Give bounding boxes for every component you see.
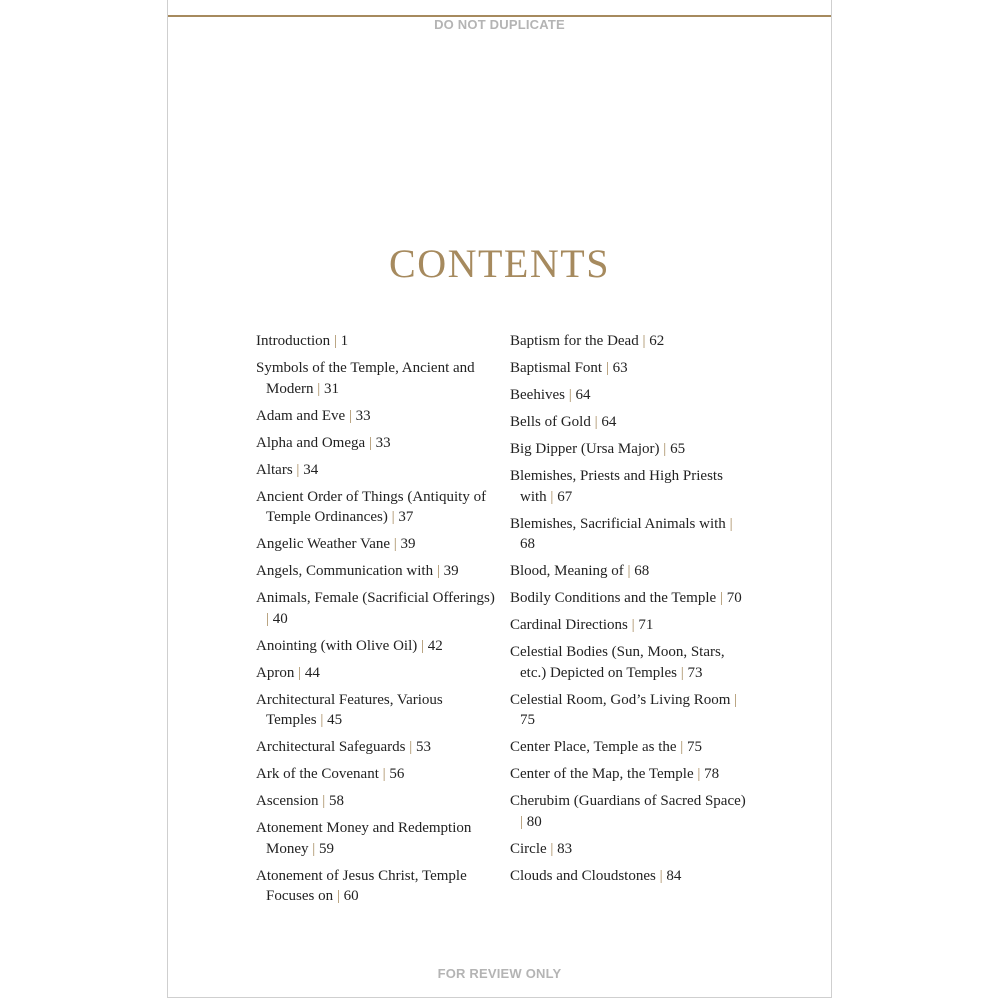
toc-entry — [256, 866, 496, 907]
toc-entry-title: Baptism for the Dead — [510, 333, 639, 349]
toc-entry-page: 80 — [526, 813, 542, 830]
toc-entry — [256, 534, 496, 555]
toc-entry-page: 75 — [520, 712, 535, 728]
toc-entry — [510, 642, 750, 683]
toc-entry — [510, 514, 750, 555]
toc-entry-page: 73 — [687, 664, 703, 681]
toc-entry-page: 40 — [272, 610, 288, 627]
toc-entry-page: 59 — [319, 840, 335, 857]
toc-separator: | — [266, 610, 270, 627]
toc-entry-title: Beehives — [510, 387, 565, 403]
toc-entry-page: 75 — [687, 739, 703, 755]
toc-entry-page: 33 — [355, 407, 371, 424]
toc-entry-page: 1 — [340, 333, 349, 349]
toc-entry-page: 58 — [329, 793, 345, 809]
toc-entry-page: 65 — [670, 441, 686, 457]
toc-entry-title: Ancient Order of Things (Antiquity of Temple Ordinances) — [256, 488, 487, 525]
toc-entry-title: Alpha and Omega — [256, 434, 366, 451]
toc-separator: | — [642, 333, 646, 349]
toc-entry-title: Bodily Conditions and the Temple — [510, 590, 717, 606]
toc-entry-title: Symbols of the Temple, Ancient and Modern — [256, 360, 475, 397]
toc-entry-page: 34 — [303, 461, 319, 478]
toc-entry — [256, 487, 496, 528]
toc-entry — [256, 636, 496, 657]
toc-entry — [510, 385, 750, 406]
toc-entry — [510, 839, 750, 860]
toc-separator: | — [550, 840, 554, 857]
toc-entry-page: 84 — [666, 867, 682, 884]
toc-entry-title: Center of the Map, the Temple — [510, 766, 694, 782]
toc-separator: | — [317, 380, 321, 397]
toc-entry-title: Atonement of Jesus Christ, Temple Focuses on — [256, 867, 467, 904]
toc-entry — [510, 466, 750, 507]
toc-entry — [256, 690, 496, 731]
toc-separator: | — [631, 617, 635, 633]
toc-separator: | — [312, 840, 316, 857]
toc-separator: | — [391, 509, 395, 525]
toc-entry-page: 33 — [375, 434, 391, 451]
toc-entry — [510, 439, 750, 460]
toc-entry-title: Celestial Bodies (Sun, Moon, Stars, etc.) Depicted on Temples — [510, 644, 725, 681]
toc-separator: | — [409, 739, 413, 755]
toc-entry-title: Center Place, Temple as the — [510, 739, 677, 755]
toc-separator: | — [680, 739, 684, 755]
toc-entry-title: Atonement Money and Redemption Money — [256, 820, 472, 857]
toc-entry-page: 62 — [649, 333, 665, 349]
toc-separator: | — [605, 360, 609, 376]
toc-entry — [510, 331, 750, 352]
toc-entry-title: Blemishes, Sacrificial Animals with — [510, 515, 726, 532]
toc-separator: | — [421, 637, 425, 654]
toc-entry — [510, 737, 750, 758]
toc-entry — [510, 358, 750, 379]
toc-separator: | — [568, 387, 572, 403]
toc-entry — [256, 331, 496, 352]
toc-separator: | — [382, 766, 386, 782]
toc-entry-page: 68 — [520, 536, 535, 552]
toc-separator: | — [296, 461, 300, 478]
toc-entry-page: 83 — [557, 840, 573, 857]
toc-entry-page: 45 — [327, 712, 343, 728]
toc-entry-page: 53 — [416, 739, 432, 755]
toc-entry-title: Angelic Weather Vane — [256, 536, 391, 552]
book-page — [167, 0, 832, 998]
toc-entry — [256, 791, 496, 812]
toc-separator: | — [729, 515, 733, 532]
toc-separator: | — [663, 441, 667, 457]
toc-entry-page: 39 — [443, 563, 459, 579]
toc-separator: | — [697, 766, 701, 782]
toc-entry-page: 64 — [601, 414, 617, 430]
toc-entry — [256, 588, 496, 629]
toc-entry-title: Adam and Eve — [256, 407, 346, 424]
toc-entry-title: Angels, Communication with — [256, 563, 434, 579]
toc-entry-title: Animals, Female (Sacrificial Offerings) — [256, 590, 495, 606]
toc-entry-page: 70 — [726, 590, 742, 606]
toc-entry-page: 67 — [557, 488, 573, 505]
toc-entry — [256, 561, 496, 582]
toc-separator: | — [348, 407, 352, 424]
toc-separator: | — [320, 712, 324, 728]
toc-entry-title: Cherubim (Guardians of Sacred Space) — [510, 793, 746, 809]
toc-entry — [510, 866, 750, 887]
toc-entry-title: Altars — [256, 461, 293, 478]
toc-separator: | — [393, 536, 397, 552]
toc-separator: | — [322, 793, 326, 809]
toc-entry — [510, 791, 750, 832]
toc-entry — [256, 663, 496, 684]
toc-entry-page: 78 — [704, 766, 720, 782]
toc-entry — [256, 358, 496, 399]
toc-column-left — [256, 331, 496, 913]
toc-entry-title: Baptismal Font — [510, 360, 603, 376]
toc-entry-page: 31 — [324, 380, 340, 397]
page-title: CONTENTS — [389, 241, 610, 286]
toc-separator: | — [627, 563, 631, 579]
toc-separator: | — [436, 563, 440, 579]
toc-entry — [256, 764, 496, 785]
toc-entry-title: Introduction — [256, 333, 331, 349]
toc-entry-page: 39 — [400, 536, 416, 552]
toc-entry-title: Apron — [256, 664, 295, 681]
toc-separator: | — [298, 664, 302, 681]
toc-entry-page: 64 — [575, 387, 591, 403]
toc-entry-title: Blood, Meaning of — [510, 563, 624, 579]
toc-entry — [256, 433, 496, 454]
toc-separator: | — [594, 414, 598, 430]
toc-separator: | — [734, 691, 738, 708]
toc-separator: | — [520, 813, 524, 830]
toc-entry-title: Bells of Gold — [510, 414, 591, 430]
toc-entry-page: 44 — [304, 664, 320, 681]
toc-entry-title: Architectural Safeguards — [256, 739, 406, 755]
toc-entry-page: 63 — [612, 360, 628, 376]
toc-entry-title: Architectural Features, Various Temples — [256, 691, 443, 728]
toc-entry-page: 56 — [389, 766, 405, 782]
toc-separator: | — [550, 488, 554, 505]
toc-entry-page: 60 — [343, 888, 359, 904]
toc-entry-page: 71 — [638, 617, 654, 633]
toc-separator: | — [368, 434, 372, 451]
toc-entry — [510, 561, 750, 582]
toc-entry-title: Cardinal Directions — [510, 617, 628, 633]
toc-entry — [256, 460, 496, 481]
watermark-bottom: FOR REVIEW ONLY — [437, 966, 562, 981]
watermark-top: DO NOT DUPLICATE — [434, 17, 565, 32]
toc-entry-title: Big Dipper (Ursa Major) — [510, 441, 660, 457]
toc-entry-page: 68 — [634, 563, 650, 579]
toc-entry — [510, 588, 750, 609]
toc-entry-title: Clouds and Cloudstones — [510, 867, 656, 884]
toc-entry — [256, 406, 496, 427]
toc-separator: | — [333, 333, 337, 349]
toc-entry-page: 37 — [398, 509, 414, 525]
toc-entry-title: Celestial Room, God’s Living Room — [510, 691, 731, 708]
toc-separator: | — [719, 590, 723, 606]
toc-entry-title: Blemishes, Priests and High Priests with — [510, 468, 723, 505]
toc-separator: | — [659, 867, 663, 884]
toc-entry-title: Circle — [510, 840, 547, 857]
toc-entry — [510, 412, 750, 433]
toc-entry — [256, 818, 496, 859]
toc-entry-title: Ascension — [256, 793, 319, 809]
toc-column-right — [510, 331, 750, 893]
toc-entry — [256, 737, 496, 758]
toc-separator: | — [680, 664, 684, 681]
toc-entry-title: Anointing (with Olive Oil) — [256, 637, 418, 654]
toc-separator: | — [336, 888, 340, 904]
toc-entry — [510, 690, 750, 731]
toc-entry-page: 42 — [427, 637, 443, 654]
toc-entry-title: Ark of the Covenant — [256, 766, 379, 782]
toc-entry — [510, 615, 750, 636]
toc-entry — [510, 764, 750, 785]
